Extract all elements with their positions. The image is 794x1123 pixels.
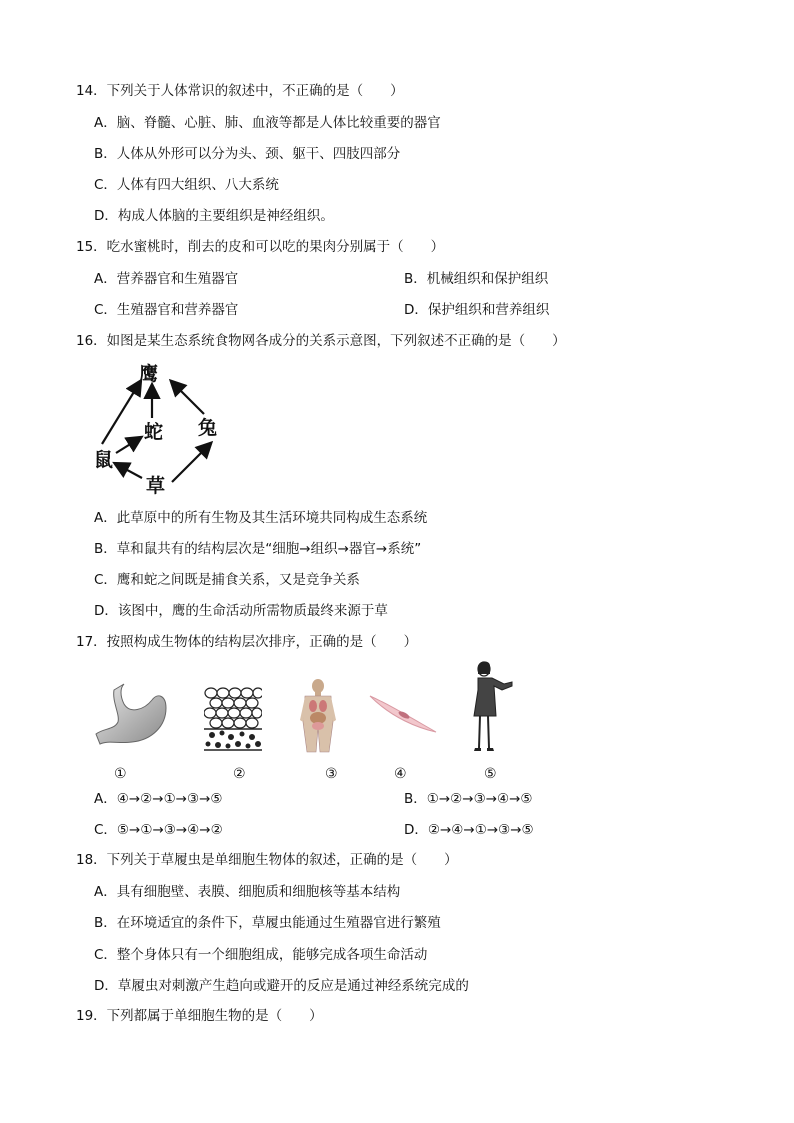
picture-label-1: ① [114, 766, 127, 782]
question-16-option-c: C．鹰和蛇之间既是捕食关系，又是竞争关系 [94, 572, 360, 588]
food-web-mouse-label: 鼠 [94, 449, 114, 471]
question-18-option-b: B．在环境适宜的条件下，草履虫能通过生殖器官进行繁殖 [94, 915, 441, 931]
question-18-stem: 18．下列关于草履虫是单细胞生物体的叙述，正确的是（ ） [76, 852, 458, 868]
picture-label-5: ⑤ [484, 766, 497, 782]
question-14-stem: 14．下列关于人体常识的叙述中，不正确的是（ ） [76, 83, 404, 99]
question-15-option-b: B．机械组织和保护组织 [404, 271, 549, 287]
question-15-option-a: A．营养器官和生殖器官 [94, 271, 239, 287]
food-web-eagle-label: 鹰 [139, 363, 159, 385]
picture-label-3: ③ [325, 766, 338, 782]
question-17-option-c: C．⑤→①→③→④→② [94, 822, 223, 838]
question-18-option-c: C．整个身体只有一个细胞组成，能够完成各项生命活动 [94, 947, 428, 963]
question-14-option-b: B．人体从外形可以分为头、颈、躯干、四肢四部分 [94, 146, 401, 162]
arrow-grass-to-rabbit [172, 444, 210, 482]
question-17-option-d: D．②→④→①→③→⑤ [404, 822, 534, 838]
question-17-option-b: B．①→②→③→④→⑤ [404, 791, 533, 807]
arrow-mouse-to-eagle [102, 382, 140, 444]
food-web-rabbit-label: 兔 [198, 417, 218, 439]
stomach-image [94, 682, 170, 748]
tissue-image [204, 687, 262, 751]
question-18-option-a: A．具有细胞壁、表膜、细胞质和细胞核等基本结构 [94, 884, 401, 900]
question-15-option-c: C．生殖器官和营养器官 [94, 302, 239, 318]
arrow-grass-to-mouse [116, 464, 142, 478]
question-15-stem: 15．吃水蜜桃时，削去的皮和可以吃的果肉分别属于（ ） [76, 239, 445, 255]
question-19-stem: 19．下列都属于单细胞生物的是（ ） [76, 1008, 323, 1024]
question-16-stem: 16．如图是某生态系统食物网各成分的关系示意图，下列叙述不正确的是（ ） [76, 333, 566, 349]
woman-image [470, 660, 514, 756]
food-web-grass-label: 草 [146, 475, 166, 496]
picture-label-4: ④ [394, 766, 407, 782]
picture-label-2: ② [233, 766, 246, 782]
question-16-option-d: D．该图中，鹰的生命活动所需物质最终来源于草 [94, 603, 388, 619]
food-web-diagram [92, 356, 228, 496]
arrow-rabbit-to-eagle [172, 382, 204, 414]
muscle-cell-image [368, 694, 438, 734]
question-14-option-a: A．脑、脊髓、心脏、肺、血液等都是人体比较重要的器官 [94, 115, 441, 131]
question-17-stem: 17．按照构成生物体的结构层次排序，正确的是（ ） [76, 634, 418, 650]
question-17-option-a: A．④→②→①→③→⑤ [94, 791, 223, 807]
arrow-mouse-to-snake [116, 438, 140, 453]
question-15-option-d: D．保护组织和营养组织 [404, 302, 550, 318]
question-18-option-d: D．草履虫对刺激产生趋向或避开的反应是通过神经系统完成的 [94, 978, 469, 994]
question-14-option-c: C．人体有四大组织、八大系统 [94, 177, 279, 193]
question-16-option-b: B．草和鼠共有的结构层次是“细胞→组织→器官→系统” [94, 541, 422, 557]
human-body-image [296, 678, 340, 754]
question-14-option-d: D．构成人体脑的主要组织是神经组织。 [94, 208, 334, 224]
question-16-option-a: A．此草原中的所有生物及其生活环境共同构成生态系统 [94, 510, 428, 526]
food-web-snake-label: 蛇 [144, 421, 164, 443]
